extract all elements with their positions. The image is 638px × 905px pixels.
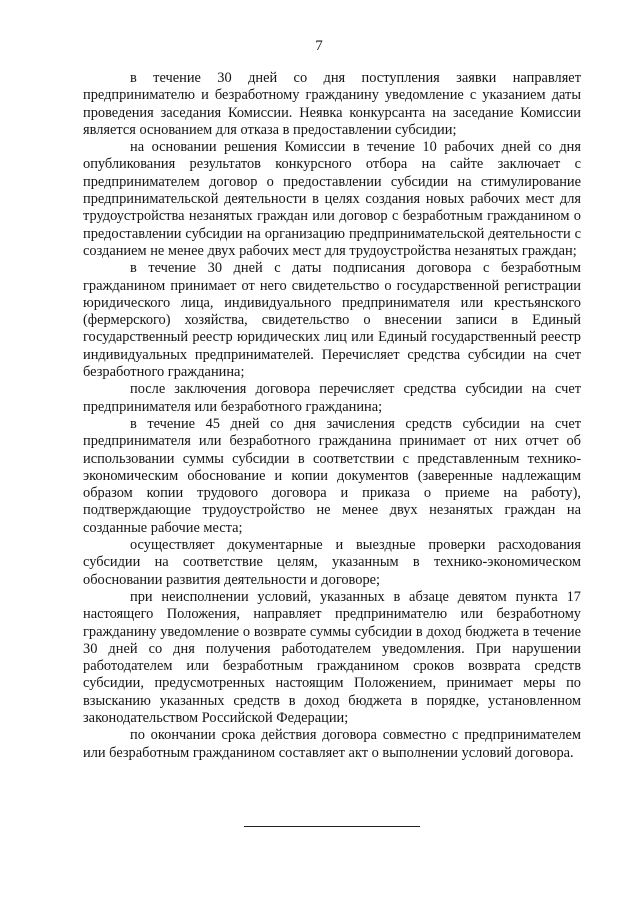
page-number: 7 (315, 38, 323, 54)
paragraph-usage-report: в течение 45 дней со дня зачисления средств субсидии на счет предпринимателя или безработного гражданина принимает от них отчет об использовании суммы субсидии в соответствии с представленным технико-экономическим обоснование и копии документов (заверенные надлежащим образом копии трудового договора и приказа о приеме на работу), подтверждающие трудоустройство не менее двух незанятых граждан на созданные рабочие места; (83, 415, 581, 536)
paragraph-agreement: на основании решения Комиссии в течение 10 рабочих дней со дня опубликования результатов конкурсного отбора на сайте заключает с предпринимателем договор о предоставлении субсидии на стимулирование предпринимательской деятельности в целях создания новых рабочих мест для трудоустройства незанятых граждан или договор с безработным гражданином о предоставлении субсидии на организацию предпринимательской деятельности с созданием не менее двух рабочих мест для трудоустройства незанятых граждан; (83, 139, 581, 259)
paragraph-notification: в течение 30 дней со дня поступления заявки направляет предпринимателю и безработному гражданину уведомление с указанием даты проведения заседания Комиссии. Неявка конкурсанта на заседание Комиссии является основанием для отказа в предоставлении субсидии; (83, 70, 581, 138)
paragraph-refund: при неисполнении условий, указанных в абзаце девятом пункта 17 настоящего Положения, направляет предпринимателю или безработному гражданину уведомление о возврате суммы субсидии в доход бюджета в течение 30 дней со дня получения работодателем уведомления. При нарушении работодателем или безработным гражданином сроков возврата средств субсидии, предусмотренных настоящим Положением, принимает меры по взысканию указанных средств в доход бюджета в порядке, установленном законодательством Российской Федерации; (83, 588, 581, 726)
end-of-text-rule (244, 826, 420, 827)
paragraph-completion-act: по окончании срока действия договора совместно с предпринимателем или безработным гражданином составляет акт о выполнении условий договора. (83, 727, 581, 761)
document-body (83, 70, 581, 762)
paragraph-inspections: осуществляет документарные и выездные проверки расходования субсидии на соответствие целям, указанным в технико-экономическом обосновании развития деятельности и договоре; (83, 537, 581, 588)
paragraph-transfer-funds: после заключения договора перечисляет средства субсидии на счет предпринимателя или безработного гражданина; (83, 381, 581, 415)
paragraph-registration-certificate: в течение 30 дней с даты подписания договора с безработным гражданином принимает от него свидетельство о государственной регистрации юридического лица, индивидуального предпринимателя или крестьянского (фермерского) хозяйства, свидетельство о внесении записи в Единый государственный реестр юридических лиц или Единый государственный реестр индивидуальных предпринимателей. Перечисляет средства субсидии на счет безработного гражданина; (83, 260, 581, 381)
